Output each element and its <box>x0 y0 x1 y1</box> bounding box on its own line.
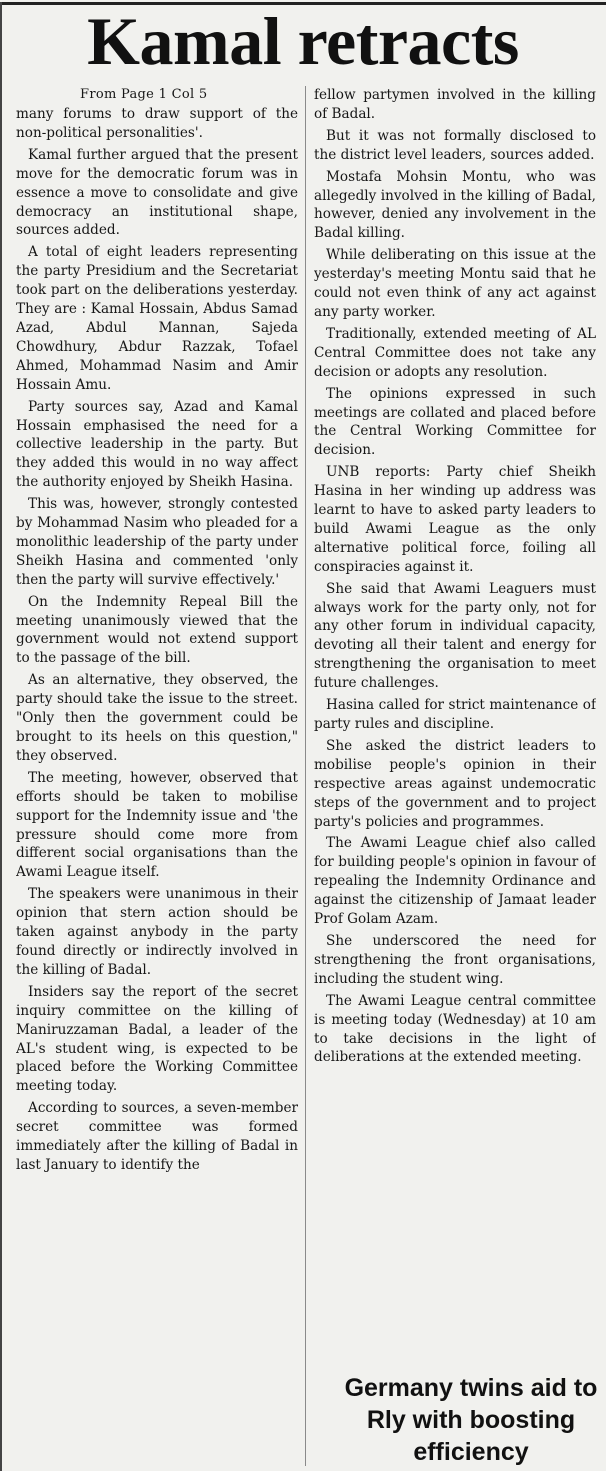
paragraph: Party sources say, Azad and Kamal Hossain emphasised the need for a collective leadership in the party. But they added this would in no way affect the authority enjoyed by Sheikh Hasina. <box>16 398 298 491</box>
paragraph: The Awami League central committee is meeting today (Wednesday) at 10 am to take decisions in the light of deliberations at the extended meeting. <box>314 992 596 1066</box>
paragraph: Insiders say the report of the secret inquiry committee on the killing of Maniruzzaman Badal, a leader of the AL's student wing, is expected to be placed before the Working Committee meeting today. <box>16 983 298 1095</box>
paragraph: Hasina called for strict maintenance of party rules and discipline. <box>314 697 596 732</box>
left-border-rule <box>0 2 2 1471</box>
paragraph: Mostafa Mohsin Montu, who was allegedly involved in the killing of Badal, however, denied any involvement in the Badal killing. <box>314 168 596 242</box>
paragraph: The meeting, however, observed that efforts should be taken to mobilise support for the Indemnity issue and 'the pressure should come more from different social organisations than the Awami League itself. <box>16 769 298 881</box>
paragraph: UNB reports: Party chief Sheikh Hasina in her winding up address was learnt to have to asked party leaders to build Awami League as the only alternative political force, foiling all conspiracies against it. <box>314 464 596 575</box>
paragraph: This was, however, strongly contested by Mohammad Nasim who pleaded for a monolithic leadership of the party under Sheikh Hasina and commented 'only then the party will survive effectively.' <box>16 496 298 588</box>
paragraph: As an alternative, they observed, the party should take the issue to the street. "Only then the government could be brought to its heels on this question," they observed. <box>16 672 298 764</box>
paragraph: She underscored the need for strengthening the front organisations, including the student wing. <box>314 932 596 987</box>
paragraph: A total of eight leaders representing the party Presidium and the Secretariat took part on the deliberations yesterday. They are : Kamal Hossain, Abdus Samad Azad, Abdul Mannan, Sajeda Chowdhury, Abdur Razzak, Tofael Ahmed, Mohammad Nasim and Amir Hossain Amu. <box>16 244 298 393</box>
paragraph: She asked the district leaders to mobilise people's opinion in their respective areas against undemocratic steps of the government and to project party's policies and programmes. <box>314 737 596 830</box>
paragraph: On the Indemnity Repeal Bill the meeting unanimously viewed that the government would not extend support to the passage of the bill. <box>16 593 298 667</box>
article-column-left <box>16 86 298 1466</box>
paragraph: The opinions expressed in such meetings are collated and placed before the Central Working Committee for decision. <box>314 385 596 459</box>
paragraph: The Awami League chief also called for building people's opinion in favour of repealing the Indemnity Ordinance and against the citizenship of Jamaat leader Prof Golam Azam. <box>314 835 596 928</box>
jump-line: From Page 1 Col 5 <box>80 87 208 102</box>
paragraph: many forums to draw support of the non-political personalities'. <box>16 106 298 141</box>
paragraph: fellow partymen involved in the killing of Badal. <box>314 87 596 122</box>
paragraph: The speakers were unanimous in their opinion that stern action should be taken against anybody in the party found directly or indirectly involved in the killing of Badal. <box>16 886 298 978</box>
paragraph: While deliberating on this issue at the yesterday's meeting Montu said that he could not even think of any act against any party worker. <box>314 247 596 320</box>
paragraph: She said that Awami Leaguers must always work for the party only, not for any other forum in individual capacity, devoting all their talent and energy for strengthening the organisation to meet future challenges. <box>314 580 596 692</box>
paragraph: Traditionally, extended meeting of AL Central Committee does not take any decision or adopts any resolution. <box>314 325 596 380</box>
paragraph: But it was not formally disclosed to the district level leaders, sources added. <box>314 127 596 163</box>
paragraph: According to sources, a seven-member secret committee was formed immediately after the killing of Badal in last January to identify the <box>16 1100 298 1173</box>
paragraph: Kamal further argued that the present move for the democratic forum was in essence a move to consolidate and give democracy an institutional shape, sources added. <box>16 146 298 239</box>
headline: Kamal retracts <box>87 3 519 79</box>
article-column-right <box>314 86 596 1368</box>
column-divider <box>305 86 306 1466</box>
next-story-headline: Germany twins aid to Rly with boosting efficiency <box>344 1374 598 1466</box>
